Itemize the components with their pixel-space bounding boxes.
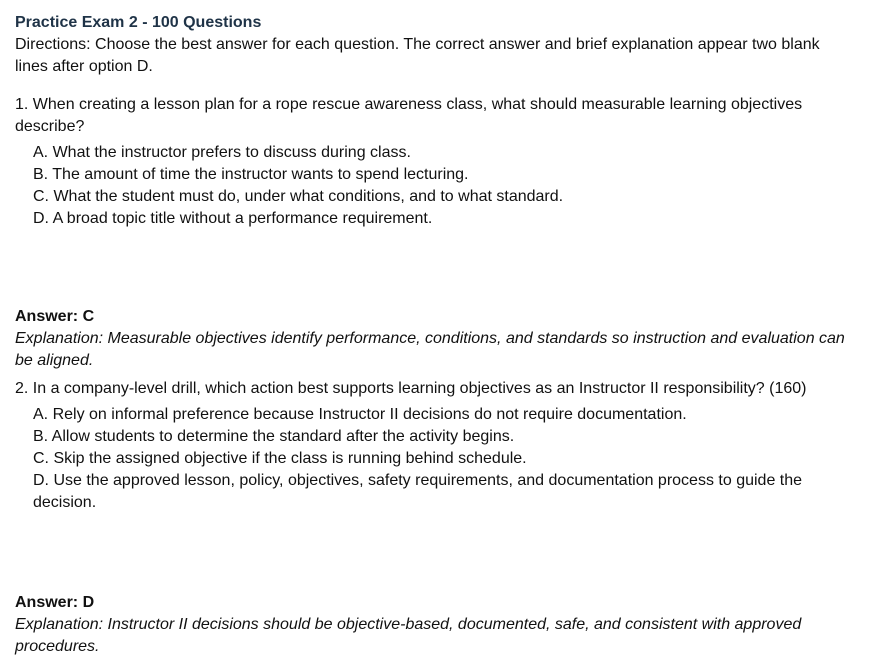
answer-label: Answer: D [15,594,95,611]
question-text: 2. In a company-level drill, which action best supports learning objectives as an Instructor II responsibility? (160) [15,380,807,397]
question-block-2 [15,378,856,658]
option-d: D. Use the approved lesson, policy, objectives, safety requirements, and documentation process to guide the decision. [33,472,803,511]
page-title: Practice Exam 2 - 100 Questions [15,14,262,31]
answer-label: Answer: C [15,308,95,325]
option-a: A. Rely on informal preference because Instructor II decisions do not require documentation. [33,406,687,423]
option-a: A. What the instructor prefers to discuss during class. [33,144,411,161]
option-b: B. Allow students to determine the standard after the activity begins. [33,428,515,445]
answer-options [33,404,855,514]
explanation-text: Explanation: Instructor II decisions should be objective-based, documented, safe, and consistent with approved procedures. [15,616,802,655]
question-block-1 [15,94,856,372]
option-d: D. A broad topic title without a performance requirement. [33,210,433,227]
directions-text: Directions: Choose the best answer for each question. The correct answer and brief explanation appear two blank lines after option D. [15,36,820,75]
blank-lines [15,514,856,592]
option-c: C. Skip the assigned objective if the class is running behind schedule. [33,450,527,467]
explanation-text: Explanation: Measurable objectives identify performance, conditions, and standards so instruction and evaluation can be aligned. [15,330,845,369]
answer-options [33,142,855,230]
option-c: C. What the student must do, under what conditions, and to what standard. [33,188,564,205]
blank-lines [15,230,856,306]
option-b: B. The amount of time the instructor wants to spend lecturing. [33,166,469,183]
question-text: 1. When creating a lesson plan for a rope rescue awareness class, what should measurable learning objectives describe? [15,96,803,135]
